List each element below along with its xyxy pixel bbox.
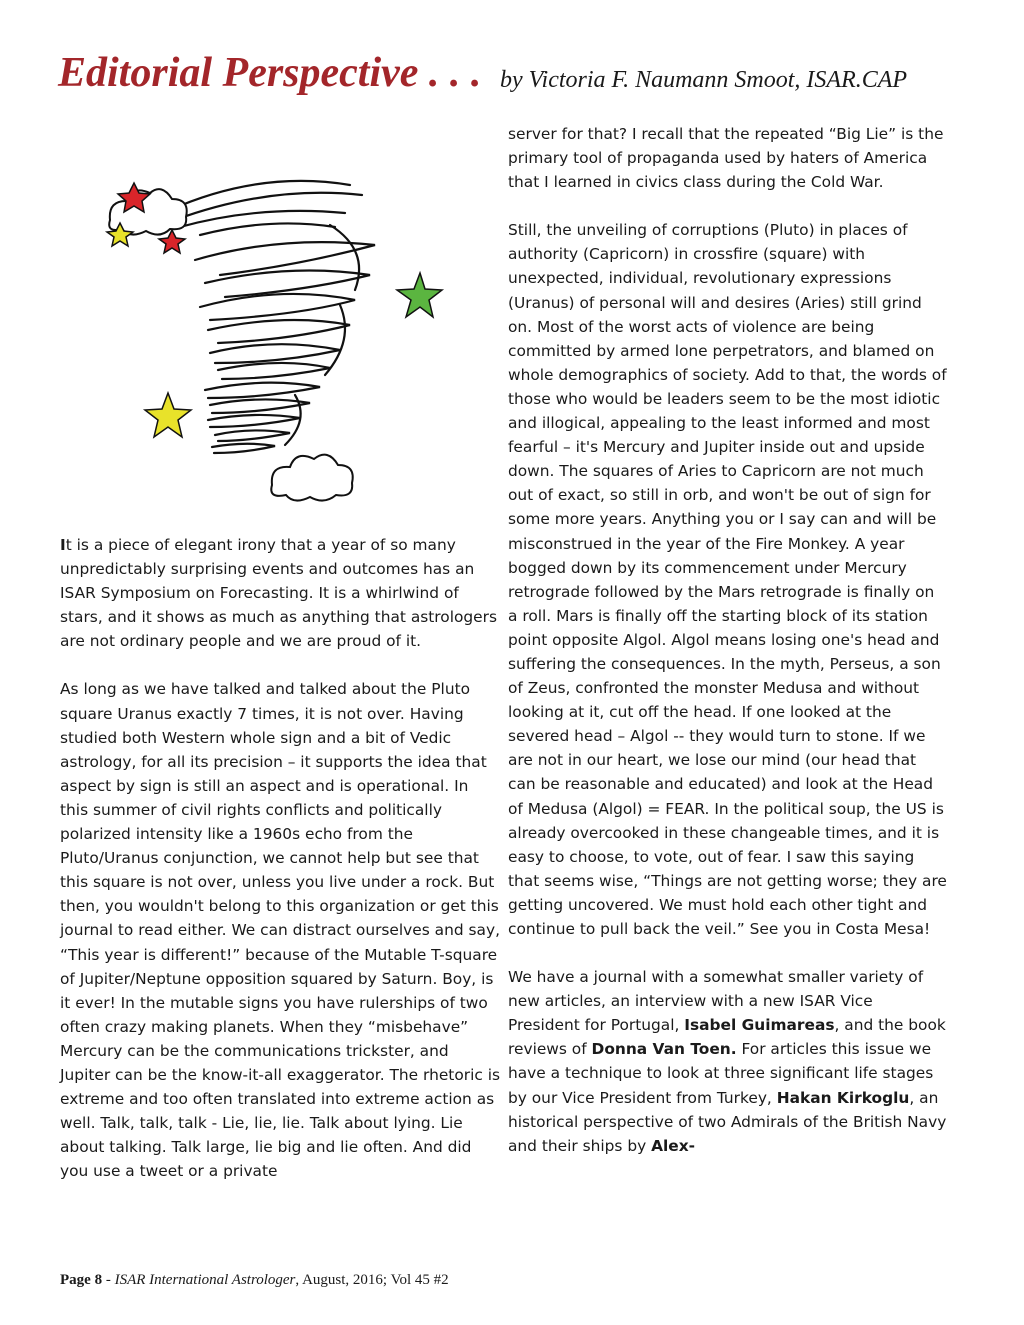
paragraph: Still, the unveiling of corruptions (Pluto) in places of authority (Capricorn) in crossfire (square) with unexpected, individual, revolutionary expressions (Uranus) of personal will and desires (Aries) still grind on. Most of the worst acts of violence are being committed by armed lone perpetrators, and blamed on whole demographics of society. Add to that, the words of those who would be leaders seem to be the most idiotic and illogical, appealing to the least informed and most fearful – it's Mercury and Jupiter inside out and upside down. The squares of Aries to Capricorn are not much out of exact, so still in orb, and won't be out of sign for some more years. Anything you or I say can and will be misconstrued in the year of the Fire Monkey. A year bogged down by its commencement under Mercury retrograde followed by the Mars retrograde is finally on a roll. Mars is finally off the starting block of its station point opposite Algol. Algol means losing one's head and suffering the consequences. In the myth, Perseus, a son of Zeus, confronted the monster Medusa and without looking at it, cut off the head. If one looked at the severed head – Algol -- they would turn to stone. If we are not in our heart, we lose our mind (our head that can be reasonable and educated) and look at the Head of Medusa (Algol) = FEAR. In the political soup, the US is already overcooked in these changeable times, and it is easy to choose, to vote, out of fear. I saw this saying that seems wise, “Things are not getting worse; they are getting uncovered. We must hold each other tight and continue to pull back the veil.” See you in Costa Mesa!	[508, 221, 947, 938]
author-byline: by Victoria F. Naumann Smoot, ISAR.CAP	[500, 67, 908, 93]
name-highlight: Hakan Kirkoglu	[776, 1088, 910, 1107]
whirlwind-illustration	[100, 165, 460, 520]
paragraph: server for that? I recall that the repeated “Big Lie” is the primary tool of propaganda used by haters of America that I learned in civics class during the Cold War.	[508, 125, 944, 192]
name-highlight: Donna Van Toen.	[591, 1040, 737, 1059]
left-column	[60, 533, 500, 1207]
drop-initial: I	[60, 536, 66, 554]
page-footer: Page 8 - ISAR International Astrologer, August, 2016; Vol 45 #2	[60, 1272, 449, 1288]
page-number: Page 8	[60, 1272, 103, 1288]
page-title: Editorial Perspective . . .	[58, 50, 482, 96]
paragraph: As long as we have talked and talked about the Pluto square Uranus exactly 7 times, it is not over. Having studied both Western whole sign and a bit of Vedic astrology, for all its precision – it supports the idea that aspect by sign is still an aspect and is operational. In this summer of civil rights conflicts and politically polarized intensity like a 1960s echo from the Pluto/Uranus conjunction, we cannot help but see that this square is not over, unless you live under a rock. But then, you wouldn't belong to this organization or get this journal to read either. We can distract ourselves and say, “This year is different!” because of the Mutable T-square of Jupiter/Neptune opposition squared by Saturn. Boy, is it ever! In the mutable signs you have rulerships of two often crazy making planets. When they “misbehave” Mercury can be the communications trickster, and Jupiter can be the know-it-all exaggerator. The rhetoric is extreme and too often translated into extreme action as well. Talk, talk, talk - Lie, lie, lie. Talk about lying. Lie about talking. Talk large, lie big and lie often. And did you use a tweet or a private	[60, 680, 500, 1181]
journal-name: ISAR International Astrologer	[114, 1272, 296, 1288]
green-star-icon	[397, 273, 442, 317]
right-column	[508, 122, 948, 1182]
yellow-star-icon	[145, 393, 191, 437]
paragraph: It is a piece of elegant irony that a year of so many unpredictably surprising events and outcomes has an ISAR Symposium on Forecasting. It is a whirlwind of stars, and it shows as much as anything that astrologers are not ordinary people and we are proud of it.	[60, 536, 497, 651]
paragraph: We have a journal with a somewhat smaller variety of new articles, an interview with a new ISAR Vice President for Portugal, Isabel Guimareas, and the book reviews of Donna Van Toen. For articles this issue we have a technique to look at three significant life stages by our Vice President from Turkey, Hakan Kirkoglu, an historical perspective of two Admirals of the British Navy and their ships by Alex-	[508, 968, 947, 1155]
name-highlight: Isabel Guimareas	[684, 1016, 835, 1035]
name-highlight: Alex-	[651, 1136, 696, 1155]
